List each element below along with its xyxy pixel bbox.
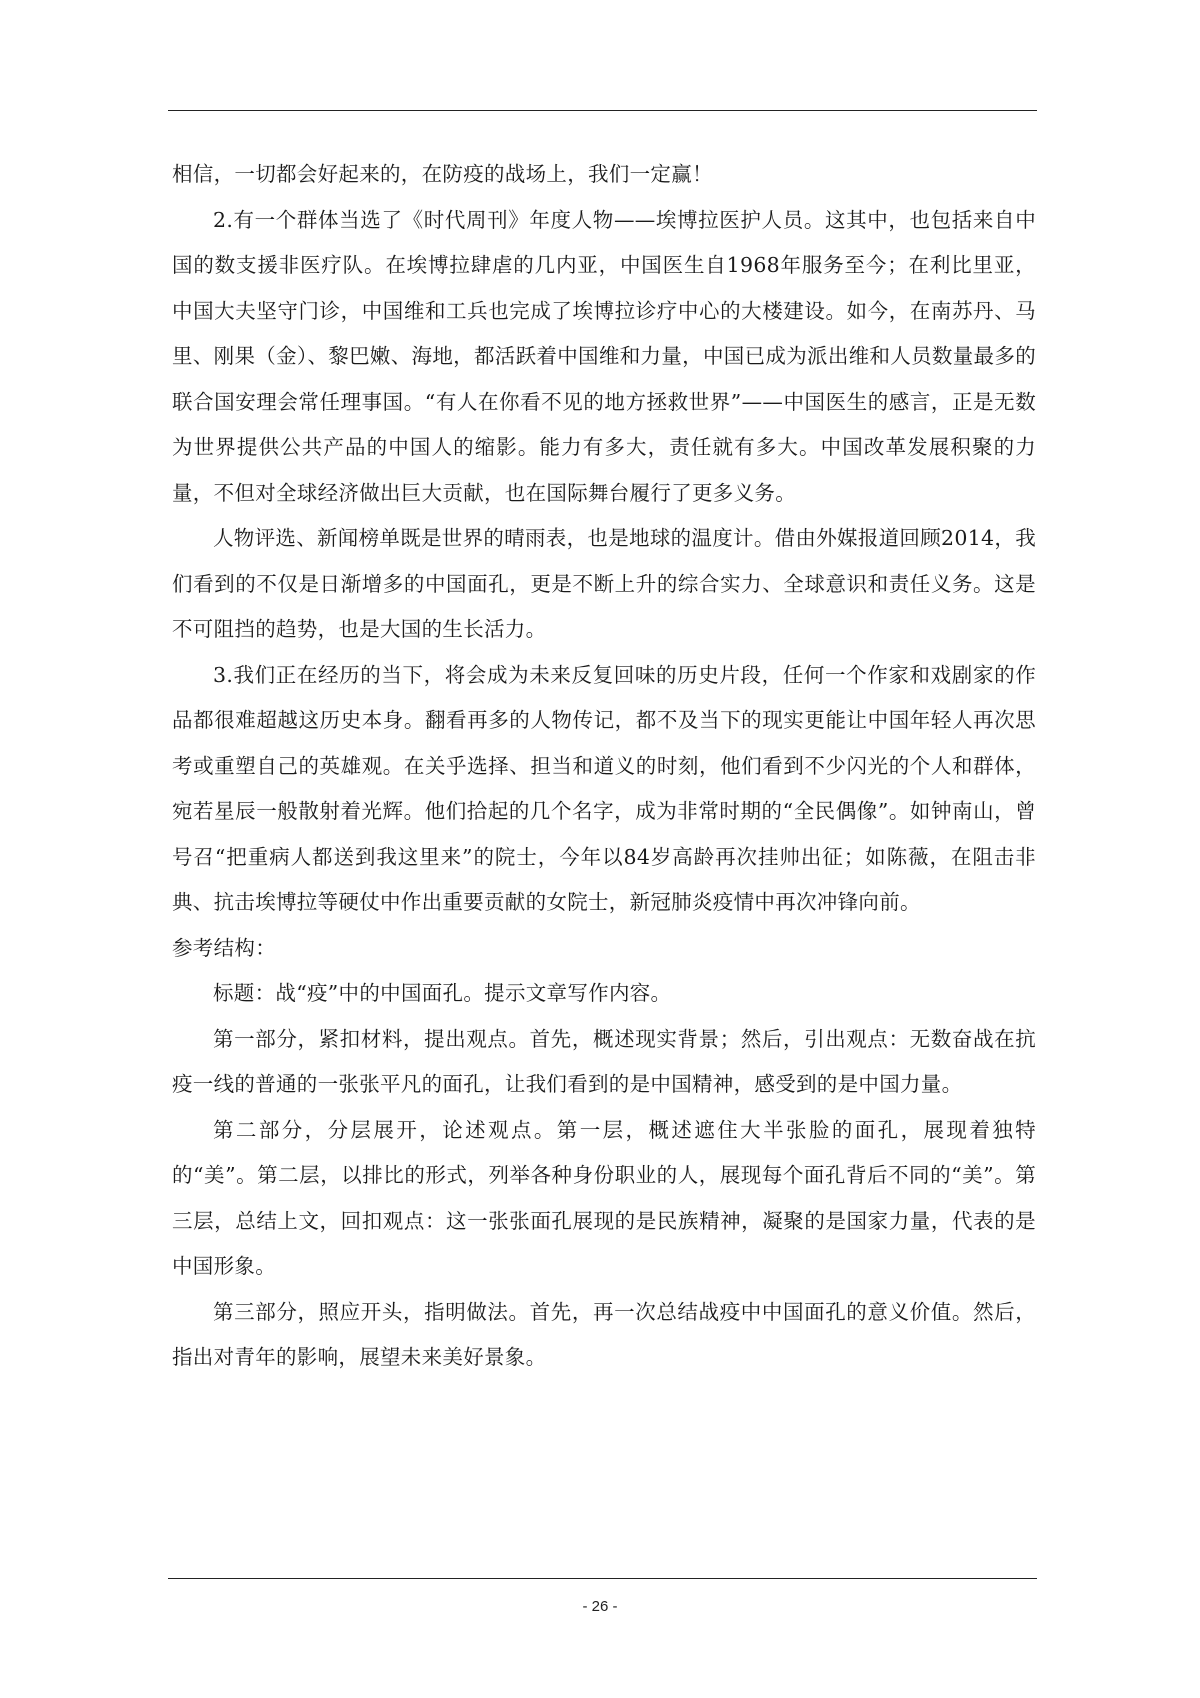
paragraph-2: 2.有一个群体当选了《时代周刊》年度人物——埃博拉医护人员。这其中，也包括来自中国的数支援非医疗队。在埃博拉肆虐的几内亚，中国医生自1968年服务至今；在利比里亚，中国大夫坚守门诊，中国维和工兵也完成了埃博拉诊疗中心的大楼建设。如今，在南苏丹、马里、刚果（金）、黎巴嫩、海地，都活跃着中国维和力量，中国已成为派出维和人员数量最多的联合国安理会常任理事国。“有人在你看不见的地方拯救世界”——中国医生的感言，正是无数为世界提供公共产品的中国人的缩影。能力有多大，责任就有多大。中国改革发展积聚的力量，不但对全球经济做出巨大贡献，也在国际舞台履行了更多义务。 xyxy=(172,207,1036,505)
paragraph-part-one: 第一部分，紧扣材料，提出观点。首先，概述现实背景；然后，引出观点：无数奋战在抗疫一线的普通的一张张平凡的面孔，让我们看到的是中国精神，感受到的是中国力量。 xyxy=(172,1026,1036,1096)
reference-structure-heading: 参考结构： xyxy=(172,935,276,960)
header-rule xyxy=(168,110,1037,111)
page-number: - 26 - xyxy=(582,1598,618,1615)
footer-rule xyxy=(168,1578,1037,1579)
paragraph-part-three: 第三部分，照应开头，指明做法。首先，再一次总结战疫中中国面孔的意义价值。然后，指出对青年的影响，展望未来美好景象。 xyxy=(172,1299,1036,1369)
body-text xyxy=(172,152,1036,1381)
paragraph-1: 相信，一切都会好起来的，在防疫的战场上，我们一定赢！ xyxy=(172,162,713,186)
paragraph-part-two: 第二部分，分层展开，论述观点。第一层，概述遮住大半张脸的面孔，展现着独特的“美”。第二层，以排比的形式，列举各种身份职业的人，展现每个面孔背后不同的“美”。第三层，总结上文，回扣观点：这一张张面孔展现的是民族精神，凝聚的是国家力量，代表的是中国形象。 xyxy=(172,1117,1036,1278)
paragraph-4: 3.我们正在经历的当下，将会成为未来反复回味的历史片段，任何一个作家和戏剧家的作品都很难超越这历史本身。翻看再多的人物传记，都不及当下的现实更能让中国年轻人再次思考或重塑自己的英雄观。在关乎选择、担当和道义的时刻，他们看到不少闪光的个人和群体，宛若星辰一般散射着光辉。他们拾起的几个名字，成为非常时期的“全民偶像”。如钟南山，曾号召“把重病人都送到我这里来”的院士，今年以84岁高龄再次挂帅出征；如陈薇，在阻击非典、抗击埃博拉等硬仗中作出重要贡献的女院士，新冠肺炎疫情中再次冲锋向前。 xyxy=(172,662,1036,914)
paragraph-3: 人物评选、新闻榜单既是世界的晴雨表，也是地球的温度计。借由外媒报道回顾2014，我们看到的不仅是日渐增多的中国面孔，更是不断上升的综合实力、全球意识和责任义务。这是不可阻挡的趋势，也是大国的生长活力。 xyxy=(172,526,1036,641)
paragraph-title-hint: 标题：战“疫”中的中国面孔。提示文章写作内容。 xyxy=(213,981,672,1005)
